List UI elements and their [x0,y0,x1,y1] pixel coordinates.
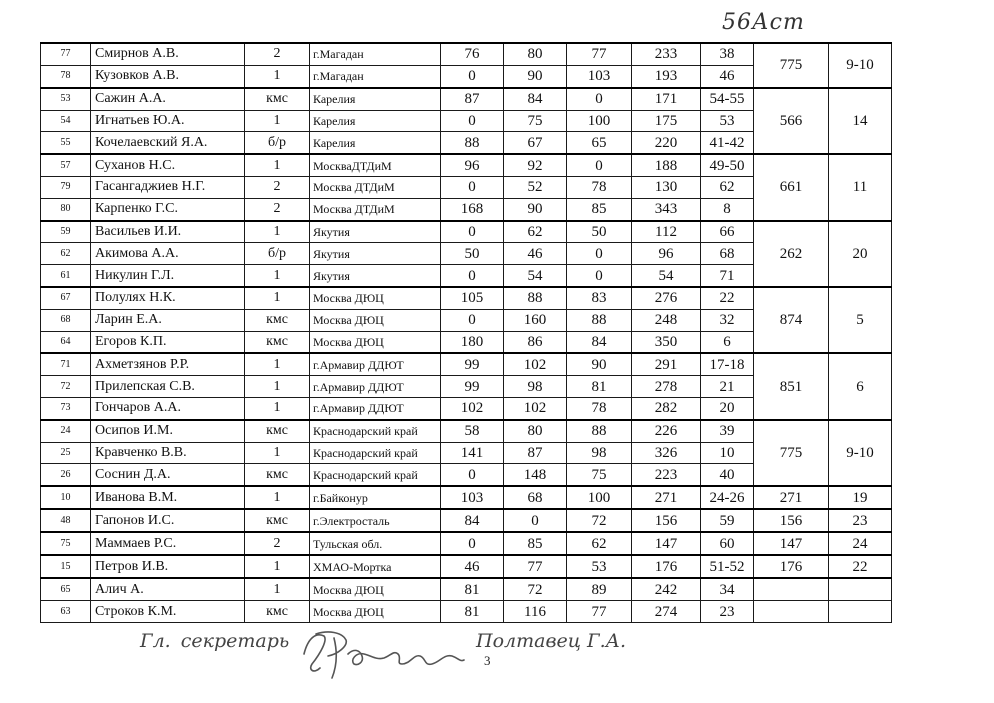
participant-region: Краснодарский край [310,464,441,486]
individual-place: 6 [701,331,754,353]
score-1: 58 [441,420,504,442]
participant-name: Сажин А.А. [91,88,245,110]
score-3: 50 [567,221,632,243]
score-3: 77 [567,43,632,65]
participant-region: Якутия [310,265,441,287]
score-1: 0 [441,265,504,287]
participant-number: 54 [41,110,91,132]
score-3: 53 [567,555,632,578]
participant-region: г.Байконур [310,486,441,509]
table-row [41,555,892,578]
participant-region: г.Магадан [310,43,441,65]
participant-region: ХМАО-Мортка [310,555,441,578]
participant-region: Краснодарский край [310,442,441,464]
score-3: 65 [567,132,632,154]
participant-region: Москва ДЮЦ [310,578,441,600]
score-2: 85 [504,532,567,555]
participant-number: 59 [41,221,91,243]
participant-name: Алич А. [91,578,245,600]
participant-rank: 2 [245,198,310,220]
individual-place: 39 [701,420,754,442]
participant-rank: кмс [245,331,310,353]
participant-name: Егоров К.П. [91,331,245,353]
participant-number: 73 [41,398,91,420]
score-total: 193 [632,65,701,87]
participant-region: Москва ДТДиМ [310,198,441,220]
table-row [41,221,892,243]
participant-number: 67 [41,287,91,309]
individual-place: 8 [701,198,754,220]
participant-name: Гончаров А.А. [91,398,245,420]
participant-number: 48 [41,509,91,532]
individual-place: 34 [701,578,754,600]
team-place [829,601,892,623]
team-score: 262 [754,221,829,287]
score-total: 271 [632,486,701,509]
participant-name: Смирнов А.В. [91,43,245,65]
participant-region: г.Электросталь [310,509,441,532]
participant-number: 80 [41,198,91,220]
score-total: 226 [632,420,701,442]
individual-place: 32 [701,309,754,331]
individual-place: 53 [701,110,754,132]
score-2: 88 [504,287,567,309]
participant-region: Москва ДЮЦ [310,287,441,309]
score-total: 223 [632,464,701,486]
score-3: 0 [567,88,632,110]
score-2: 90 [504,198,567,220]
score-2: 80 [504,43,567,65]
score-1: 0 [441,532,504,555]
footer-name: Полтавец Г.А. [476,630,627,652]
participant-number: 77 [41,43,91,65]
score-1: 168 [441,198,504,220]
participant-rank: 1 [245,110,310,132]
participant-region: Якутия [310,243,441,265]
participant-number: 26 [41,464,91,486]
score-2: 102 [504,353,567,375]
score-total: 326 [632,442,701,464]
participant-number: 72 [41,376,91,398]
score-2: 116 [504,601,567,623]
participant-rank: 1 [245,221,310,243]
score-1: 0 [441,110,504,132]
score-2: 160 [504,309,567,331]
individual-place: 62 [701,177,754,199]
score-total: 278 [632,376,701,398]
score-1: 88 [441,132,504,154]
participant-region: Краснодарский край [310,420,441,442]
participant-rank: 1 [245,265,310,287]
participant-region: Тульская обл. [310,532,441,555]
participant-rank: 2 [245,532,310,555]
score-1: 103 [441,486,504,509]
participant-rank: кмс [245,420,310,442]
team-place: 22 [829,555,892,578]
score-1: 87 [441,88,504,110]
score-total: 248 [632,309,701,331]
participant-name: Иванова В.М. [91,486,245,509]
table-row [41,88,892,110]
signature-image [298,624,468,682]
participant-name: Петров И.В. [91,555,245,578]
results-body [41,43,892,623]
score-total: 156 [632,509,701,532]
score-total: 274 [632,601,701,623]
participant-rank: кмс [245,464,310,486]
score-1: 180 [441,331,504,353]
participant-rank: 1 [245,376,310,398]
individual-place: 24-26 [701,486,754,509]
score-2: 77 [504,555,567,578]
participant-name: Кравченко В.В. [91,442,245,464]
score-total: 282 [632,398,701,420]
score-total: 112 [632,221,701,243]
participant-region: Карелия [310,88,441,110]
score-total: 276 [632,287,701,309]
score-2: 84 [504,88,567,110]
score-total: 350 [632,331,701,353]
participant-number: 57 [41,154,91,176]
score-2: 80 [504,420,567,442]
score-1: 0 [441,309,504,331]
table-row [41,353,892,375]
individual-place: 60 [701,532,754,555]
participant-name: Прилепская С.В. [91,376,245,398]
participant-region: МоскваДТДиМ [310,154,441,176]
participant-region: г.Армавир ДДЮТ [310,376,441,398]
individual-place: 49-50 [701,154,754,176]
score-1: 99 [441,353,504,375]
team-score [754,601,829,623]
score-2: 102 [504,398,567,420]
score-1: 76 [441,43,504,65]
score-total: 188 [632,154,701,176]
participant-rank: кмс [245,309,310,331]
table-row [41,154,892,176]
participant-region: г.Армавир ДДЮТ [310,398,441,420]
individual-place: 66 [701,221,754,243]
score-1: 99 [441,376,504,398]
participant-rank: 1 [245,442,310,464]
participant-region: г.Армавир ДДЮТ [310,353,441,375]
participant-region: Карелия [310,110,441,132]
participant-name: Кочелаевский Я.А. [91,132,245,154]
score-2: 52 [504,177,567,199]
team-place: 11 [829,154,892,220]
participant-name: Осипов И.М. [91,420,245,442]
participant-number: 64 [41,331,91,353]
team-place: 20 [829,221,892,287]
page-number: 3 [484,653,491,668]
score-3: 103 [567,65,632,87]
score-2: 148 [504,464,567,486]
score-3: 89 [567,578,632,600]
participant-rank: кмс [245,601,310,623]
score-total: 171 [632,88,701,110]
participant-name: Никулин Г.Л. [91,265,245,287]
score-3: 81 [567,376,632,398]
participant-name: Суханов Н.С. [91,154,245,176]
participant-region: Москва ДЮЦ [310,331,441,353]
individual-place: 41-42 [701,132,754,154]
participant-name: Карпенко Г.С. [91,198,245,220]
score-3: 100 [567,110,632,132]
individual-place: 71 [701,265,754,287]
participant-rank: кмс [245,88,310,110]
score-3: 90 [567,353,632,375]
table-row [41,486,892,509]
participant-number: 55 [41,132,91,154]
participant-name: Соснин Д.А. [91,464,245,486]
score-total: 242 [632,578,701,600]
individual-place: 68 [701,243,754,265]
score-2: 86 [504,331,567,353]
individual-place: 22 [701,287,754,309]
score-total: 343 [632,198,701,220]
score-1: 0 [441,221,504,243]
team-score: 566 [754,88,829,154]
participant-number: 65 [41,578,91,600]
team-score: 156 [754,509,829,532]
score-3: 85 [567,198,632,220]
score-1: 96 [441,154,504,176]
participant-number: 53 [41,88,91,110]
participant-rank: 1 [245,398,310,420]
score-2: 68 [504,486,567,509]
participant-region: Карелия [310,132,441,154]
participant-rank: 1 [245,353,310,375]
participant-name: Строков К.М. [91,601,245,623]
participant-number: 15 [41,555,91,578]
participant-rank: кмс [245,509,310,532]
score-1: 102 [441,398,504,420]
score-2: 72 [504,578,567,600]
participant-region: Москва ДЮЦ [310,309,441,331]
participant-number: 63 [41,601,91,623]
team-place: 14 [829,88,892,154]
score-1: 0 [441,464,504,486]
team-place: 9-10 [829,420,892,486]
team-score: 851 [754,353,829,419]
participant-rank: б/р [245,243,310,265]
score-1: 50 [441,243,504,265]
footer-role: Гл. секретарь [140,630,290,652]
results-table [40,42,892,623]
team-score: 775 [754,43,829,88]
score-2: 87 [504,442,567,464]
score-1: 81 [441,578,504,600]
team-score [754,578,829,600]
table-row [41,601,892,623]
score-2: 67 [504,132,567,154]
team-score: 147 [754,532,829,555]
team-score: 176 [754,555,829,578]
score-total: 54 [632,265,701,287]
score-1: 141 [441,442,504,464]
score-3: 0 [567,243,632,265]
participant-name: Игнатьев Ю.А. [91,110,245,132]
table-row [41,420,892,442]
participant-region: Якутия [310,221,441,243]
score-2: 75 [504,110,567,132]
score-3: 78 [567,177,632,199]
score-3: 84 [567,331,632,353]
participant-number: 79 [41,177,91,199]
score-2: 92 [504,154,567,176]
participant-number: 24 [41,420,91,442]
score-1: 105 [441,287,504,309]
score-1: 0 [441,177,504,199]
score-total: 233 [632,43,701,65]
score-1: 84 [441,509,504,532]
score-1: 0 [441,65,504,87]
participant-rank: 1 [245,578,310,600]
participant-name: Гапонов И.С. [91,509,245,532]
score-total: 130 [632,177,701,199]
score-3: 72 [567,509,632,532]
team-place: 19 [829,486,892,509]
table-row [41,287,892,309]
individual-place: 46 [701,65,754,87]
score-2: 54 [504,265,567,287]
team-place: 5 [829,287,892,353]
team-score: 775 [754,420,829,486]
team-place [829,578,892,600]
score-1: 81 [441,601,504,623]
score-3: 88 [567,309,632,331]
table-row [41,532,892,555]
score-total: 291 [632,353,701,375]
score-2: 62 [504,221,567,243]
score-3: 0 [567,265,632,287]
score-3: 0 [567,154,632,176]
team-place: 24 [829,532,892,555]
participant-number: 25 [41,442,91,464]
team-place: 23 [829,509,892,532]
participant-name: Ларин Е.А. [91,309,245,331]
score-total: 176 [632,555,701,578]
team-score: 271 [754,486,829,509]
table-row [41,43,892,65]
score-total: 96 [632,243,701,265]
participant-rank: 1 [245,555,310,578]
participant-name: Кузовков А.В. [91,65,245,87]
participant-region: Москва ДТДиМ [310,177,441,199]
participant-number: 71 [41,353,91,375]
score-2: 46 [504,243,567,265]
individual-place: 51-52 [701,555,754,578]
participant-number: 75 [41,532,91,555]
score-3: 88 [567,420,632,442]
score-3: 100 [567,486,632,509]
participant-rank: 2 [245,177,310,199]
score-2: 98 [504,376,567,398]
individual-place: 20 [701,398,754,420]
participant-name: Васильев И.И. [91,221,245,243]
table-row [41,578,892,600]
participant-rank: б/р [245,132,310,154]
team-score: 661 [754,154,829,220]
individual-place: 54-55 [701,88,754,110]
score-total: 175 [632,110,701,132]
participant-rank: 2 [245,43,310,65]
participant-number: 10 [41,486,91,509]
score-3: 98 [567,442,632,464]
handwritten-header-mark: 56Аст [722,10,805,35]
individual-place: 23 [701,601,754,623]
participant-name: Акимова А.А. [91,243,245,265]
participant-name: Ахметзянов Р.Р. [91,353,245,375]
team-place: 9-10 [829,43,892,88]
participant-rank: 1 [245,154,310,176]
participant-name: Маммаев Р.С. [91,532,245,555]
individual-place: 21 [701,376,754,398]
individual-place: 10 [701,442,754,464]
participant-rank: 1 [245,65,310,87]
participant-rank: 1 [245,486,310,509]
team-score: 874 [754,287,829,353]
score-total: 147 [632,532,701,555]
participant-region: г.Магадан [310,65,441,87]
score-3: 83 [567,287,632,309]
individual-place: 17-18 [701,353,754,375]
participant-name: Гасангаджиев Н.Г. [91,177,245,199]
score-2: 90 [504,65,567,87]
score-1: 46 [441,555,504,578]
participant-number: 61 [41,265,91,287]
score-3: 77 [567,601,632,623]
team-place: 6 [829,353,892,419]
table-row [41,509,892,532]
score-total: 220 [632,132,701,154]
participant-rank: 1 [245,287,310,309]
participant-number: 78 [41,65,91,87]
score-3: 78 [567,398,632,420]
individual-place: 40 [701,464,754,486]
individual-place: 59 [701,509,754,532]
individual-place: 38 [701,43,754,65]
participant-number: 62 [41,243,91,265]
score-3: 75 [567,464,632,486]
participant-name: Полулях Н.К. [91,287,245,309]
participant-number: 68 [41,309,91,331]
participant-region: Москва ДЮЦ [310,601,441,623]
score-3: 62 [567,532,632,555]
score-2: 0 [504,509,567,532]
